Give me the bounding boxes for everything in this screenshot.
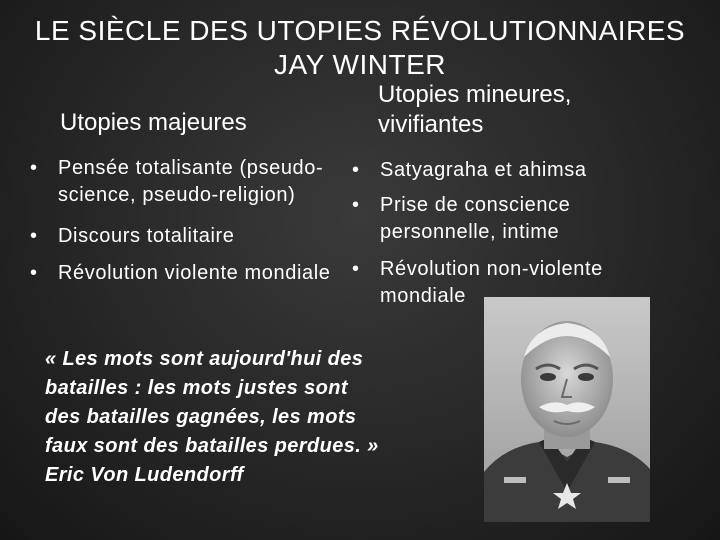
quote-line: des batailles gagnées, les mots (45, 406, 357, 428)
right-bullet-item: • Satyagraha et ahimsa (352, 157, 642, 184)
right-bullet-item: • Révolution non-violente mondiale (352, 256, 642, 310)
right-bullet-list (352, 157, 642, 310)
left-bullet-list (30, 155, 350, 287)
slide-title-line2: JAY WINTER (274, 49, 446, 80)
quote-line: batailles : les mots justes sont (45, 377, 348, 399)
slide-title (0, 14, 720, 82)
portrait-photo-icon (484, 297, 650, 522)
quote-line: faux sont des batailles perdues. » (45, 435, 379, 457)
left-bullet-item: • Discours totalitaire (30, 223, 350, 250)
right-column-heading: Utopies mineures, vivifiantes (378, 81, 572, 138)
quote-author: Eric Von Ludendorff (45, 464, 244, 486)
right-bullet-item: • Prise de conscience personnelle, intime (352, 192, 642, 246)
left-bullet-item: • Révolution violente mondiale (30, 260, 350, 287)
slide-title-line1: LE SIÈCLE DES UTOPIES RÉVOLUTIONNAIRES (34, 15, 686, 46)
quote-line: « Les mots sont aujourd'hui des (45, 348, 364, 370)
left-column-heading: Utopies majeures (60, 109, 247, 136)
left-bullet-item: • Pensée totalisante (pseudo-science, pseudo-religion) (30, 155, 350, 209)
quote-block (45, 345, 450, 490)
